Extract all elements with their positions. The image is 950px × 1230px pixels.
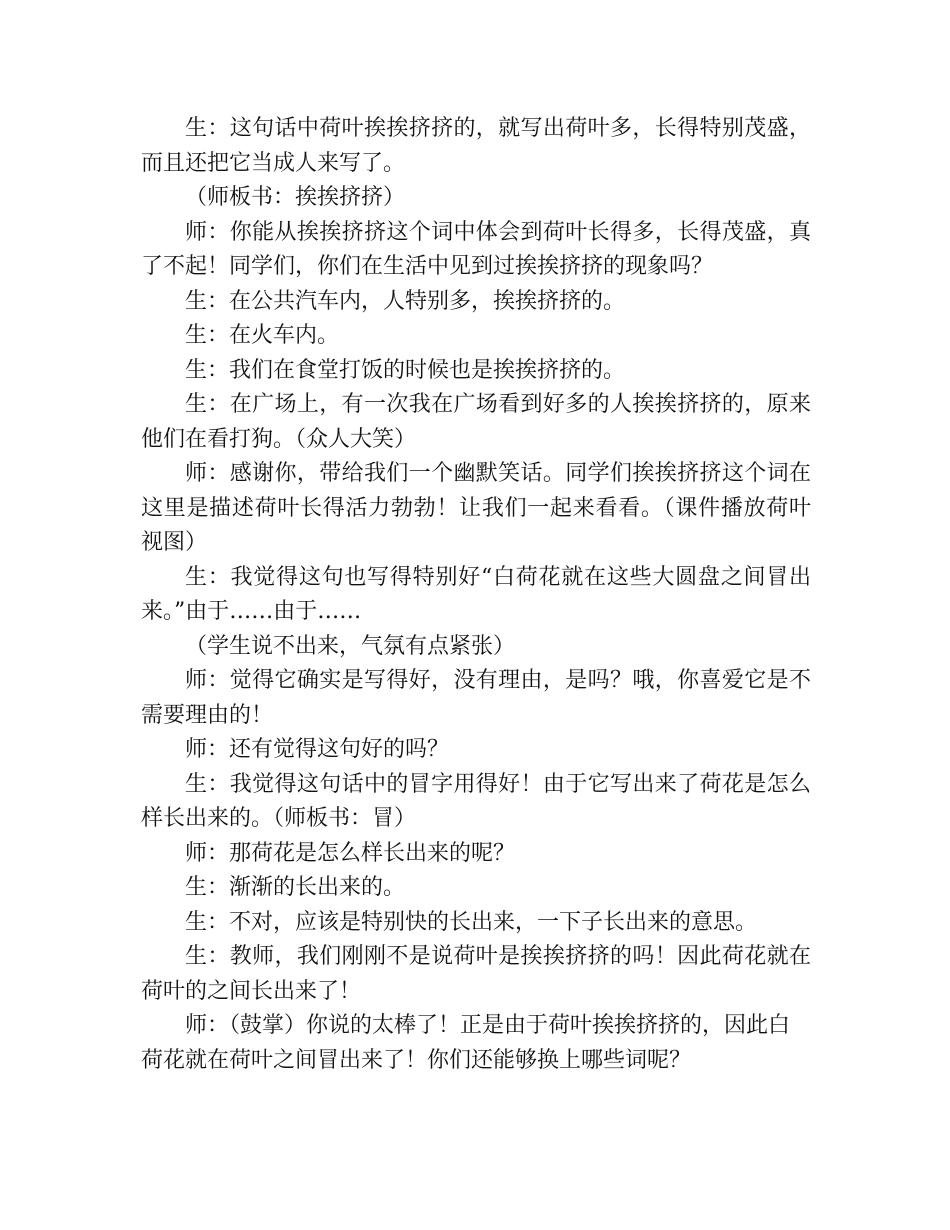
paragraph: 生：我觉得这句也写得特别好“白荷花就在这些大圆盘之间冒出来。”由于……由于……	[141, 564, 811, 624]
paragraph: 生：在广场上，有一次我在广场看到好多的人挨挨挤挤的，原来他们在看打狗。（众人大笑）	[141, 392, 811, 452]
paragraph: 生：教师，我们刚刚不是说荷叶是挨挨挤挤的吗！因此荷花就在荷叶的之间长出来了！	[141, 944, 811, 1004]
paragraph: 生：在公共汽车内，人特别多，挨挨挤挤的。	[185, 288, 626, 314]
paragraph: （师板书：挨挨挤挤）	[185, 185, 406, 210]
paragraph: （学生说不出来，气氛有点紧张）	[185, 633, 516, 659]
paragraph: 师：觉得它确实是写得好，没有理由，是吗？哦，你喜爱它是不需要理由的！	[141, 668, 811, 728]
paragraph: 生：我觉得这句话中的冒字用得好！由于它写出来了荷花是怎么样长出来的。（师板书：冒）	[141, 771, 811, 831]
paragraph: 生：我们在食堂打饭的时候也是挨挨挤挤的。	[185, 357, 626, 383]
paragraph: 生：这句话中荷叶挨挨挤挤的，就写出荷叶多，长得特别茂盛，而且还把它当成人来写了。	[141, 116, 811, 176]
paragraph: 师：（鼓掌）你说的太棒了！正是由于荷叶挨挨挤挤的，因此白荷花就在荷叶之间冒出来了！你们还能够换上哪些词呢？	[141, 1013, 791, 1073]
paragraph: 师：还有觉得这句好的吗？	[185, 737, 450, 762]
paragraph: 生：不对，应该是特别快的长出来，一下子长出来的意思。	[185, 909, 758, 935]
paragraph: 师：那荷花是怎么样长出来的呢？	[185, 840, 516, 866]
document-body	[141, 112, 811, 1078]
paragraph: 生：渐渐的长出来的。	[185, 875, 406, 900]
paragraph: 生：在火车内。	[185, 323, 340, 348]
paragraph: 师：感谢你，带给我们一个幽默笑话。同学们挨挨挤挤这个词在这里是描述荷叶长得活力勃勃！让我们一起来看看。（课件播放荷叶视图）	[141, 461, 811, 555]
paragraph: 师：你能从挨挨挤挤这个词中体会到荷叶长得多，长得茂盛，真了不起！同学们，你们在生活中见到过挨挨挤挤的现象吗？	[141, 219, 811, 279]
